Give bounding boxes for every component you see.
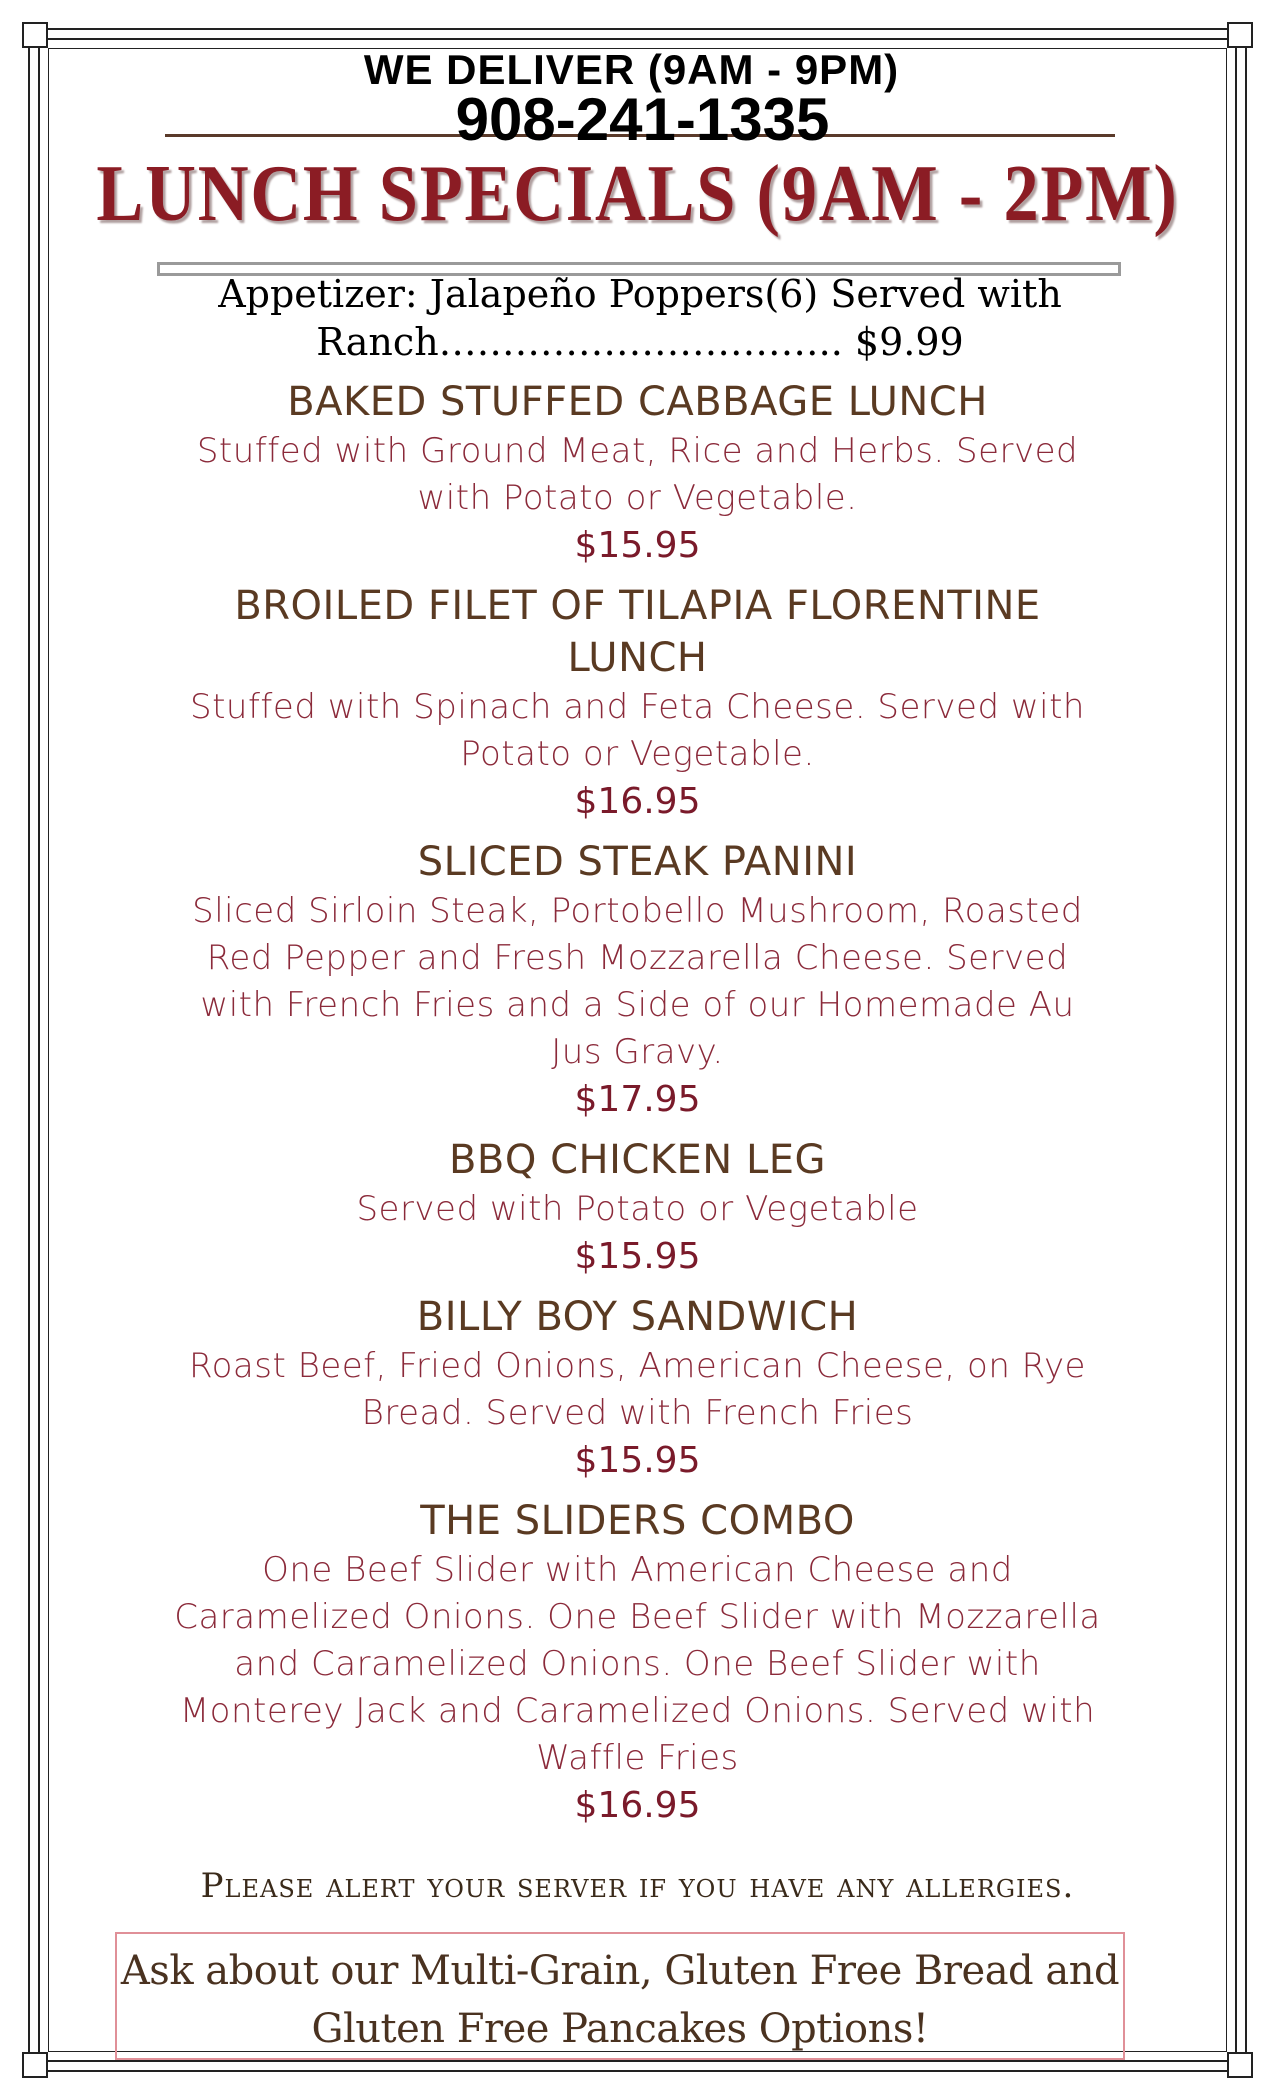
- menu-item-price: $15.95: [574, 1440, 701, 1481]
- appetizer-line: Appetizer: Jalapeño Poppers(6) Served with Ranch………………………….. $9.99: [218, 272, 1062, 364]
- delivery-hours: WE DELIVER (9AM - 9PM): [363, 46, 900, 93]
- menu-item: [150, 836, 1125, 1124]
- menu-item-description: Stuffed with Ground Meat, Rice and Herbs. Served with Potato or Vegetable.: [196, 431, 1079, 518]
- menu-item-name: THE SLIDERS COMBO: [420, 1498, 855, 1544]
- menu-item-price: $15.95: [574, 525, 701, 566]
- menu-item: [150, 1495, 1125, 1830]
- menu-item-price: $16.95: [574, 781, 701, 822]
- menu-list: [150, 376, 1125, 1840]
- menu-item: [150, 580, 1125, 826]
- menu-item: [150, 1134, 1125, 1281]
- menu-item-description: Stuffed with Spinach and Feta Cheese. Served with Potato or Vegetable.: [190, 687, 1085, 774]
- menu-item-price: $16.95: [574, 1785, 701, 1826]
- menu-item-price: $17.95: [574, 1079, 701, 1120]
- corner-ornament-bottom-right: [1227, 2052, 1253, 2078]
- menu-item-name: BROILED FILET OF TILAPIA FLORENTINE LUNCH: [234, 583, 1041, 681]
- menu-item-price: $15.95: [574, 1236, 701, 1277]
- gluten-free-notice: Ask about our Multi-Grain, Gluten Free Bread and Gluten Free Pancakes Options!: [120, 1948, 1120, 2052]
- allergy-notice: Please alert your server if you have any allergies.: [200, 1866, 1075, 1906]
- corner-ornament-bottom-left: [22, 2052, 48, 2078]
- menu-item-name: SLICED STEAK PANINI: [417, 839, 858, 885]
- menu-item-description: Served with Potato or Vegetable: [356, 1189, 919, 1229]
- menu-item: [150, 376, 1125, 570]
- menu-item-description: Roast Beef, Fried Onions, American Cheese, on Rye Bread. Served with French Fries: [189, 1346, 1086, 1433]
- menu-item-description: One Beef Slider with American Cheese and Caramelized Onions. One Beef Slider with Mozzarella and Caramelized Onions. One Beef Slider with Monterey Jack and Caramelized Onions. Served with Waffle Fries: [174, 1550, 1101, 1778]
- phone-number: 908-241-1335: [455, 86, 830, 153]
- menu-item-name: BBQ CHICKEN LEG: [448, 1137, 826, 1183]
- menu-item-name: BAKED STUFFED CABBAGE LUNCH: [287, 379, 988, 425]
- menu-item: [150, 1291, 1125, 1485]
- menu-item-description: Sliced Sirloin Steak, Portobello Mushroom, Roasted Red Pepper and Fresh Mozzarella Cheese. Served with French Fries and a Side of our Homemade Au Jus Gravy.: [192, 891, 1083, 1072]
- menu-item-name: BILLY BOY SANDWICH: [416, 1294, 859, 1340]
- page-title: LUNCH SPECIALS (9AM - 2PM): [96, 150, 1179, 238]
